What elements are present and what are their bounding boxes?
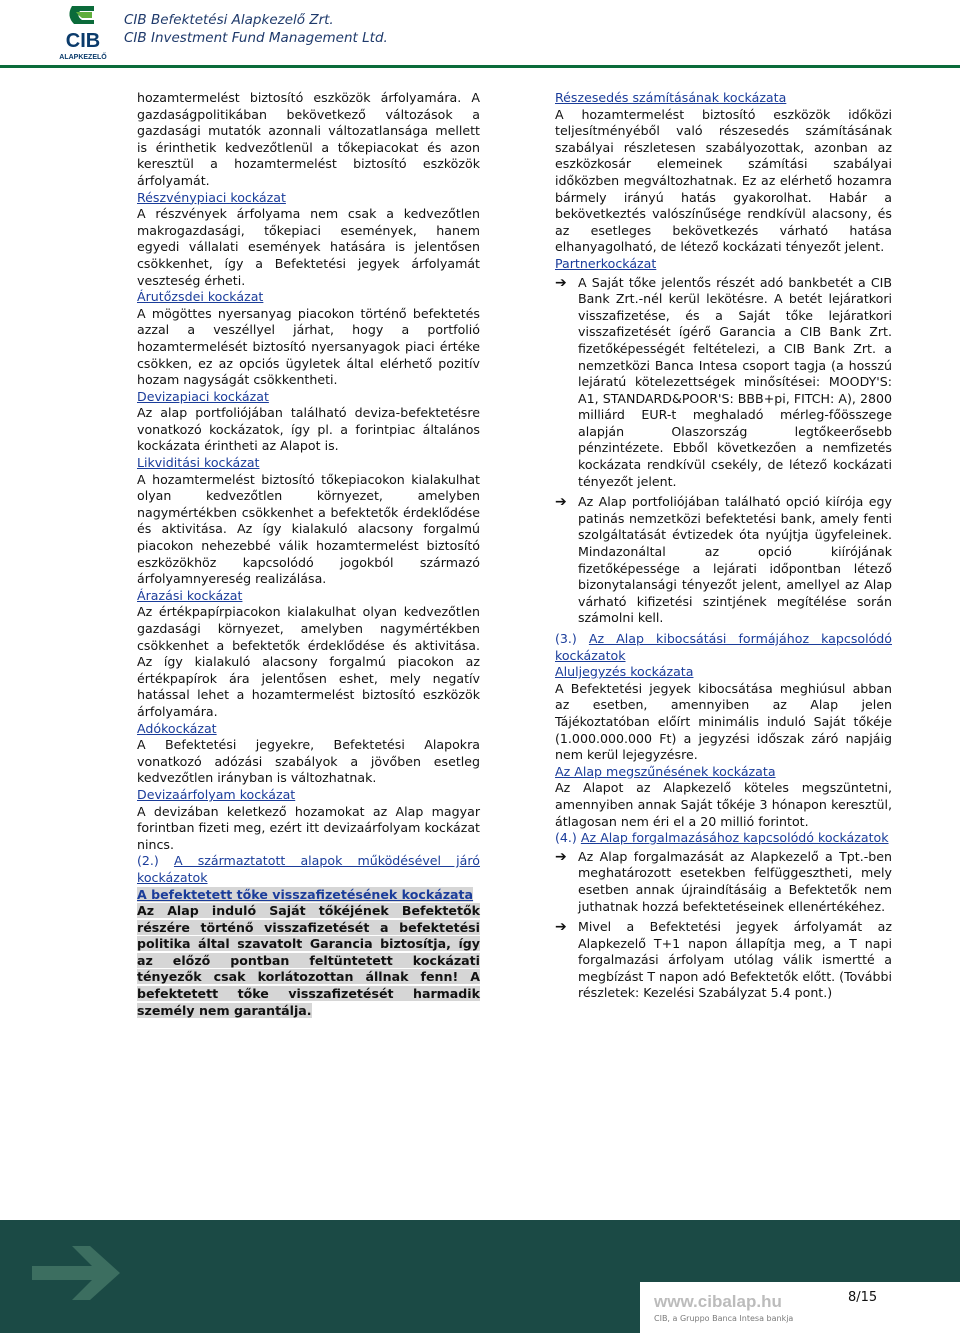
paragraph-megszunes: Az Alapot az Alapkezelő köteles megszüntetni, amennyiben annak Saját tőkéje 3 hónapon keresztül, átlagosan nem éri el a 20 millió forintot. bbox=[555, 780, 892, 829]
heading-reszvenypiaci: Részvénypiaci kockázat bbox=[137, 189, 286, 205]
heading-megszunes: Az Alap megszűnésének kockázata bbox=[555, 763, 776, 779]
section-number-4: (4.) bbox=[555, 830, 577, 846]
arrow-right-icon: ➔ bbox=[555, 919, 567, 936]
paragraph-reszesedes: A hozamtermelést biztosító eszközök időközi teljesítményéből való részesedés számításának szabályai részletesen szabályozottak, azonban az eszközkosár elemeinek számítási szabályai időközben megváltozhatnak. Ez az elérhető hozamra bármely irányú hatás gyakorolhat. Habár a bekövetkeztés valószínűsége rendkívül alacsony, és az esetleges bekövetkezés várható hatása elhanyagolható, de létező kockázati tényezőt jelent. bbox=[555, 106, 892, 255]
footer-panel bbox=[640, 1282, 960, 1333]
heading-partnerkockazat: Partnerkockázat bbox=[555, 255, 657, 271]
cib-logo-icon bbox=[52, 2, 114, 62]
heading-likviditasi: Likviditási kockázat bbox=[137, 455, 260, 471]
paragraph-aluljegyzes: A Befektetési jegyek kibocsátása meghiúsul abban az esetben, amennyiben az Alap jelen Tájékoztatóban előírt minimális induló Saját tőkéje (1.000.000.000 Ft) a jegyzési időszak záró napjáig nem kerül lejegyzésre. bbox=[555, 680, 892, 763]
section-number-3: (3.) bbox=[555, 631, 577, 646]
paragraph-devizaarfolyam: A devizában keletkező hozamokat az Alap magyar forintban fizeti meg, ezért itt devizaárfolyam kockázat nincs. bbox=[137, 803, 480, 852]
header-divider bbox=[0, 65, 960, 68]
heading-toke-visszafizetes: A befektetett tőke visszafizetésének kockázata bbox=[137, 886, 474, 902]
arrow-right-icon: ➔ bbox=[555, 494, 567, 511]
paragraph-arutozsdei: A mögöttes nyersanyag piacokon történő befektetés azzal a veszéllyel járhat, hogy a portfolió hozamtermelését biztosító nyersanyagok piaci értéke csökken, ez az opciós ügyletek által elérhető pozitív hozam nagyságát csökkentheti. bbox=[137, 305, 480, 388]
arrow-right-icon: ➔ bbox=[555, 274, 567, 291]
logo-subtext: ALAPKEZELŐ bbox=[59, 54, 107, 61]
company-name-hu: CIB Befektetési Alapkezelő Zrt. bbox=[124, 12, 334, 28]
paragraph-toke-visszafizetes: Az Alap induló Saját tőkéjének Befektetők részére történő visszafizetését a befektetési politika által szavatolt Garancia biztosítja, így az előző pontban feltüntetett kockázati tényezők csak korlátozottan állnak fenn! A befektetett tőke visszafizetését harmadik személy nem garantálja. bbox=[137, 903, 480, 1018]
heading-arazasi: Árazási kockázat bbox=[137, 587, 243, 603]
left-column bbox=[137, 90, 480, 1019]
bullet-text: Mivel a Befektetési jegyek árfolyamát az Alapkezelő T+1 napon állapítja meg, a T napi forgalmazási árfolyam utólag válik ismertté a megbízást T napon adó Befektetők előtt. (További részletek: Kezelési Szabályzat 5.4 pont.) bbox=[578, 919, 892, 1001]
heading-adokockazat: Adókockázat bbox=[137, 720, 217, 736]
section-heading-4 bbox=[555, 830, 892, 847]
section-title-4: Az Alap forgalmazásához kapcsolódó kockázatok bbox=[580, 830, 889, 846]
paragraph-likviditasi: A hozamtermelést biztosító tőkepiacokon kialakulhat olyan kedvezőtlen környezet, amelyben nagymértékben csökkenhet a befektetők érdeklődése és aktivitása. Az így kialakuló alacsony forgalmú piacokon nehezebbé válik hozamtermelést biztosító eszközökhöz kapcsolódó jogokból származó árfolyamnyereség realizálása. bbox=[137, 471, 480, 587]
bullet-text: A Saját tőke jelentős részét adó bankbetét a CIB Bank Zrt.-nél kerül lekötésre. A betét lejáratkori visszafizetése, és a Saját tőke lejáratkori visszafizetését ígérő Garancia a CIB Bank Zrt. fizetőképességét feltételezi, a CIB Bank Zrt. a nemzetközi Banca Intesa csoport tagja (a hosszú lejáratú kötelezettségek minősítései: MOODY'S: A1, STANDARD&POOR'S: BBB+pi, FITCH: A), 2800 milliárd EUR-t meghaladó mérleg-főösszege alapján Olaszország legtőkeerősebb pénzintézete. Ebből következően a nemfizetés kockázata rendkívül csekély, de létező kockázati tényezőt jelent. bbox=[578, 274, 892, 489]
heading-devizapiaci: Devizapiaci kockázat bbox=[137, 388, 269, 404]
heading-reszesedes: Részesedés számításának kockázata bbox=[555, 90, 787, 105]
bullet-text: Az Alap portfoliójában található opció kiírója egy patinás nemzetközi befektetési bank, amely fenti szolgáltatását évtizedek óta nyújtja ügyfeleinek. Mindazonáltal az opció kiírójának fizetőképessége a lejárati időpontban létező bizonytalansági tényezőt jelent, amellyel az Alap várható kifizetési szintjének megítélése során számolni kell. bbox=[578, 494, 892, 626]
heading-aluljegyzes: Aluljegyzés kockázata bbox=[555, 664, 694, 680]
footer-arrow-icon bbox=[32, 1238, 142, 1308]
page-header bbox=[0, 0, 960, 66]
bullet-forgalmazas-2 bbox=[555, 919, 892, 1002]
paragraph-arazasi: Az értékpapírpiacokon kialakulhat olyan kedvezőtlen gazdasági környezet, amelyben nagymértékben csökkenhet a befektetők érdeklődése és aktivitása. Az így kialakuló alacsony forgalmú piacokon az értékpapírok ára jelentősen eshet, mely negatív hatással lehet a hozamtermelést biztosító eszközök árfolyamára. bbox=[137, 604, 480, 719]
section-title-3: Az Alap kibocsátási formájához kapcsolódó kockázatok bbox=[555, 631, 892, 663]
bullet-partner-1 bbox=[555, 275, 892, 491]
heading-arutozsdei: Árutőzsdei kockázat bbox=[137, 289, 264, 305]
arrow-right-icon: ➔ bbox=[555, 848, 567, 865]
company-name-en: CIB Investment Fund Management Ltd. bbox=[124, 30, 388, 46]
right-column bbox=[555, 90, 892, 1006]
logo-text: CIB bbox=[65, 30, 101, 52]
bullet-forgalmazas-1 bbox=[555, 849, 892, 915]
paragraph-devizapiaci: Az alap portfoliójában található deviza-befektetésre vonatkozó kockázatok, így pl. a forintpiac általános kockázata érintheti az Alapot is. bbox=[137, 405, 480, 454]
bullet-partner-2 bbox=[555, 494, 892, 627]
section-heading-2 bbox=[137, 853, 480, 886]
paragraph-adokockazat: A Befektetési jegyekre, Befektetési Alapokra vonatkozó adózási szabályok a jövőben esetleg kedvezőtlen irányban is változhatnak. bbox=[137, 737, 480, 786]
section-title-2: A származtatott alapok működésével járó kockázatok bbox=[137, 853, 480, 885]
paragraph-intro: hozamtermelést biztosító eszközök árfolyamára. A gazdaságpolitikában bekövetkező változások a gazdasági mutatók azonnali változatlansága mellett is érinthetik kedvezőtlenül a tőkepiacokat és azon keresztül a hozamtermelést biztosító eszközök árfolyamát. bbox=[137, 90, 480, 188]
company-names bbox=[124, 11, 388, 47]
page-footer bbox=[0, 1220, 960, 1333]
footer-url[interactable]: www.cibalap.hu bbox=[654, 1292, 782, 1311]
bullet-text: Az Alap forgalmazását az Alapkezelő a Tpt.-ben meghatározott esetekben felfüggesztheti, mely esetben annak újraindításáig a Befektetők nem juthatnak hozzá befektetéseinek ellenértékéhez. bbox=[578, 848, 892, 914]
section-heading-3 bbox=[555, 631, 892, 664]
heading-devizaarfolyam: Devizaárfolyam kockázat bbox=[137, 786, 296, 802]
section-number-2: (2.) bbox=[137, 853, 159, 869]
page-number: 8/15 bbox=[848, 1290, 878, 1305]
paragraph-reszvenypiaci: A részvények árfolyama nem csak a kedvezőtlen makrogazdasági, tőkepiaci események, hanem egyedi vállalati események hatására is jelentősen csökkenhet, így a Befektetési jegyek árfolyamát veszteség érheti. bbox=[137, 206, 480, 288]
footer-tagline: CIB, a Gruppo Banca Intesa bankja bbox=[654, 1314, 794, 1323]
